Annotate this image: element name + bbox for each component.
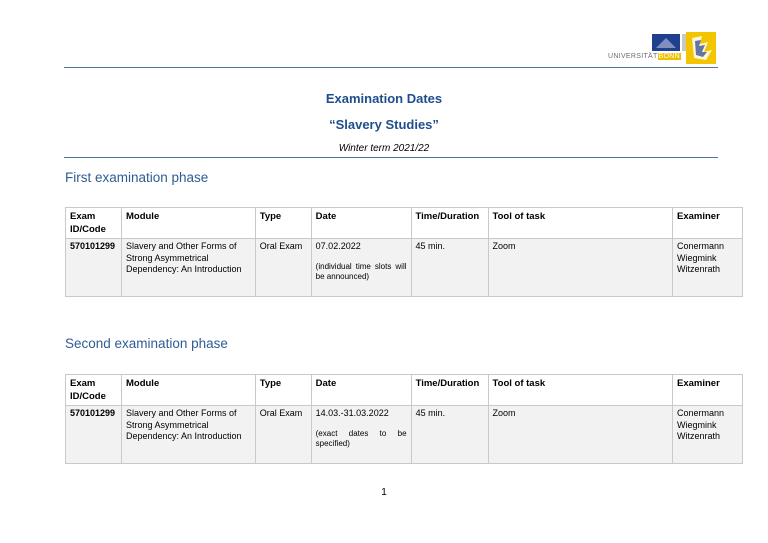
duration-cell: 45 min.: [411, 406, 488, 464]
table-row: [66, 406, 743, 464]
examiner-name: Conermann: [677, 241, 725, 251]
examiner-name: Wiegmink: [677, 419, 717, 430]
examiner-cell: [673, 406, 743, 464]
column-header-duration: Time/Duration: [411, 375, 488, 406]
module-cell: Slavery and Other Forms of Strong Asymmetrical Dependency: An Introduction: [121, 239, 255, 297]
column-header-exam-id: Exam ID/Code: [66, 208, 122, 239]
university-logo: [608, 32, 716, 66]
logo-seal-icon: [686, 32, 716, 64]
column-header-tool: Tool of task: [488, 208, 673, 239]
term-label: Winter term 2021/22: [338, 143, 430, 154]
examiner-name: Wiegmink: [677, 252, 717, 263]
section-heading-second-phase: Second examination phase: [65, 336, 228, 351]
column-header-module: Module: [121, 375, 255, 406]
document-subtitle: “Slavery Studies”: [329, 117, 439, 132]
header-rule: [64, 67, 718, 68]
table-header-row: [66, 208, 743, 239]
column-header-exam-id: Exam ID/Code: [66, 375, 122, 406]
title-rule: [64, 157, 718, 158]
column-header-module: Module: [121, 208, 255, 239]
section-heading-first-phase: First examination phase: [65, 170, 209, 185]
examiner-name: Witzenrath: [677, 431, 721, 441]
date-value: 07.02.2022: [315, 241, 361, 251]
logo-text-universitaet: UNIVERSITÄT: [608, 53, 658, 60]
table-header-row: [66, 375, 743, 406]
logo-wordmark: [608, 53, 681, 60]
type-cell: Oral Exam: [255, 239, 311, 297]
module-cell: Slavery and Other Forms of Strong Asymmetrical Dependency: An Introduction: [121, 406, 255, 464]
page-number: 1: [381, 487, 387, 498]
tool-cell: Zoom: [488, 406, 672, 464]
date-note: (individual time slots will be announced): [315, 261, 407, 281]
date-cell: [311, 239, 411, 297]
duration-cell: 45 min.: [411, 239, 488, 297]
examiner-name: Conermann: [677, 408, 725, 418]
exam-code-cell: 570101299: [66, 406, 122, 464]
date-note: (exact dates to be specified): [315, 428, 407, 448]
column-header-date: Date: [311, 208, 411, 239]
column-header-examiner: Examiner: [673, 208, 743, 239]
date-cell: [311, 406, 411, 464]
document-title: Examination Dates: [325, 91, 443, 106]
table-row: [66, 239, 743, 297]
type-cell: Oral Exam: [255, 406, 311, 464]
examiner-name: Witzenrath: [677, 264, 721, 274]
column-header-date: Date: [311, 375, 411, 406]
logo-blue-block: [652, 34, 680, 51]
tool-cell: Zoom: [488, 239, 673, 297]
column-header-type: Type: [255, 375, 311, 406]
column-header-type: Type: [255, 208, 311, 239]
column-header-tool: Tool of task: [488, 375, 672, 406]
column-header-examiner: Examiner: [673, 375, 743, 406]
logo-text-bonn: BONN: [658, 53, 681, 60]
exam-table-first-phase: [65, 207, 743, 297]
column-header-duration: Time/Duration: [411, 208, 488, 239]
date-value: 14.03.-31.03.2022: [315, 408, 389, 418]
examiner-cell: [673, 239, 743, 297]
exam-code-cell: 570101299: [66, 239, 122, 297]
exam-table-second-phase: [65, 374, 743, 464]
